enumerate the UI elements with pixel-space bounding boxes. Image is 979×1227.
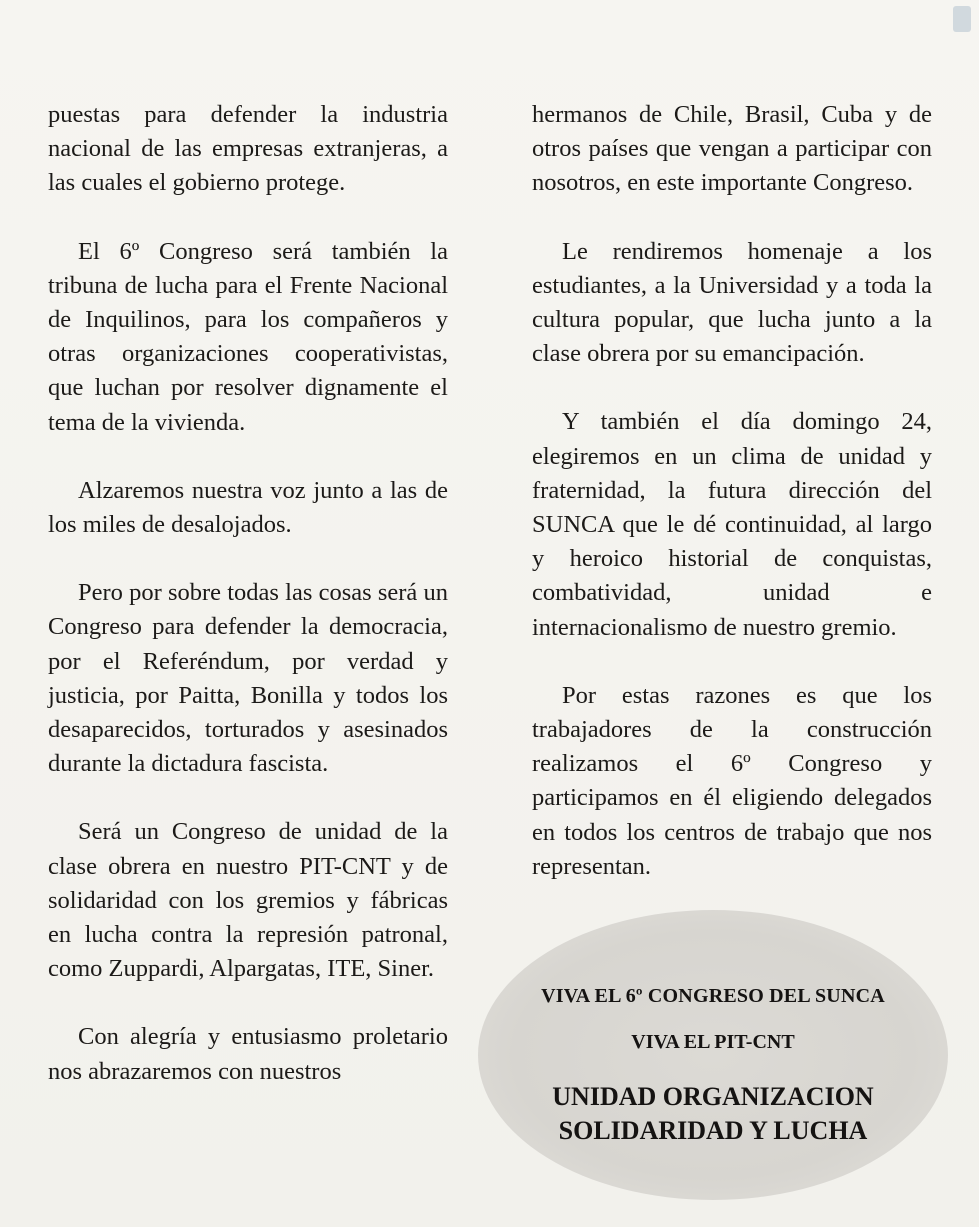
- paragraph: hermanos de Chile, Brasil, Cuba y de otros países que vengan a participar con nosotros, en este importante Congreso.: [532, 101, 932, 197]
- slogan-motto: [478, 1080, 948, 1148]
- paragraph: Con alegría y entusiasmo proletario nos abrazaremos con nuestros: [48, 1023, 448, 1085]
- right-column: [532, 98, 932, 884]
- paragraph: Le rendiremos homenaje a los estudiantes, a la Universidad y a toda la cultura popular, que lucha junto a la clase obrera por su emancipación.: [532, 237, 932, 368]
- paragraph: Pero por sobre todas las cosas será un Congreso para defender la democracia, por el Referéndum, por verdad y justicia, por Paitta, Bonilla y todos los desaparecidos, torturados y asesinados durante la dictadura fascista.: [48, 579, 448, 778]
- slogan-motto-line-2: SOLIDARIDAD Y LUCHA: [558, 1116, 868, 1145]
- paragraph: Será un Congreso de unidad de la clase obrera en nuestro PIT-CNT y de solidaridad con los gremios y fábricas en lucha contra la represión patronal, como Zuppardi, Alpargatas, ITE, Siner.: [48, 818, 448, 983]
- slogan-pit-cnt: VIVA EL PIT-CNT: [631, 1031, 795, 1053]
- slogan-congreso: VIVA EL 6º CONGRESO DEL SUNCA: [541, 985, 885, 1007]
- slogan-oval-background: [478, 910, 948, 1200]
- left-column: [48, 98, 448, 1089]
- corner-mark: [953, 6, 971, 32]
- paragraph: El 6º Congreso será también la tribuna de lucha para el Frente Nacional de Inquilinos, para los compañeros y otras organizaciones cooperativistas, que luchan por resolver dignamente el tema de la vivienda.: [48, 237, 448, 436]
- paragraph: Por estas razones es que los trabajadores de la construcción realizamos el 6º Congreso y participamos en él eligiendo delegados en todos los centros de trabajo que nos representan.: [532, 681, 932, 880]
- paragraph: puestas para defender la industria nacional de las empresas extranjeras, a las cuales el gobierno protege.: [48, 101, 448, 197]
- paragraph: Alzaremos nuestra voz junto a las de los miles de desalojados.: [48, 476, 448, 539]
- slogan-motto-line-1: UNIDAD ORGANIZACION: [552, 1082, 874, 1111]
- paragraph: Y también el día domingo 24, elegiremos en un clima de unidad y fraternidad, la futura dirección del SUNCA que le dé continuidad, al largo y heroico historial de conquistas, combatividad, unidad e internacionalismo de nuestro gremio.: [532, 408, 932, 641]
